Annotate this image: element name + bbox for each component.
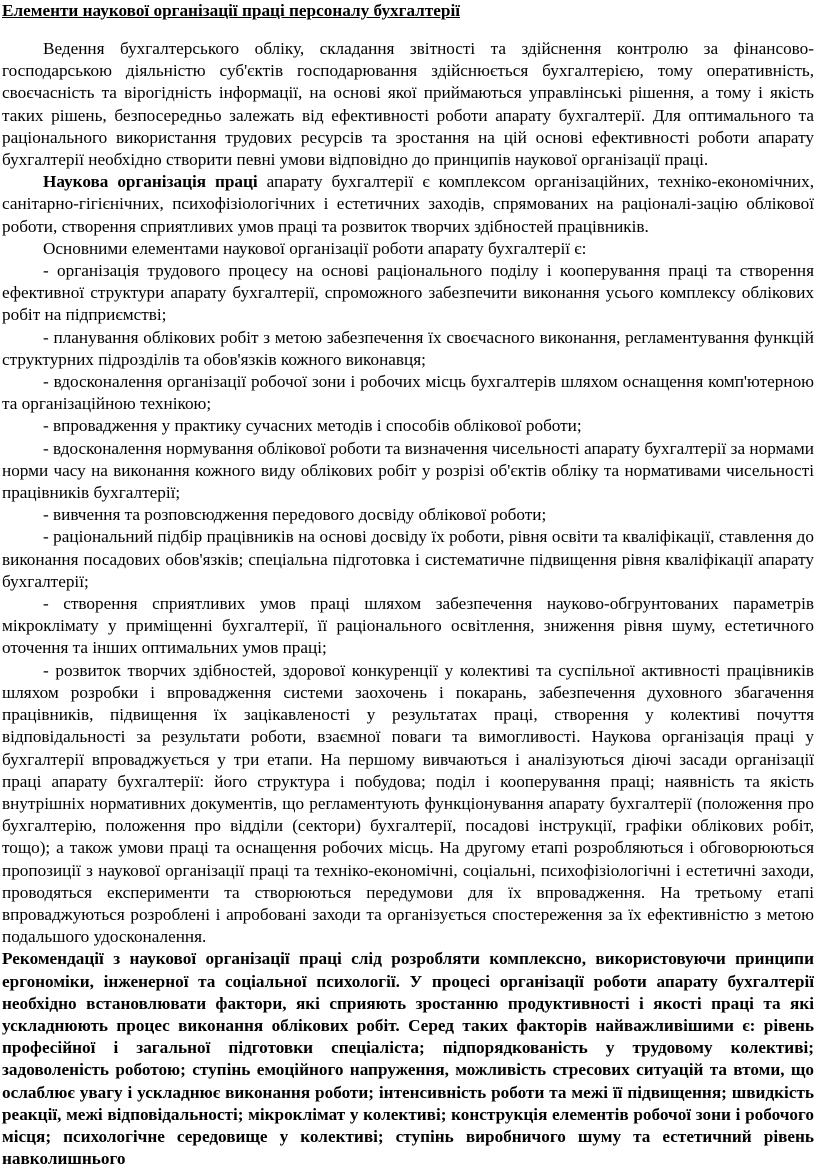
intro-paragraph: Ведення бухгалтерського обліку, складання звітності та здійснення контролю за фінансово-господарською діяльністю суб'єктів господарювання здійснюється бухгалтерією, тому оперативність, своєчасність та вірогідність інформації, на основі якої приймаються управлінські рішення, а тому і якість таких рішень, безпосередньо залежать від ефективності роботи апарату бухгалтерії. Для оптимального та раціонального використання трудових ресурсів та зростання на цій основі ефективності роботи апарату бухгалтерії необхідно створити певні умови відповідно до принципів наукової організації праці. xyxy=(2,39,814,170)
definition-text: апарату бухгалтерії є комплексом організаційних, техніко-економічних, санітарно-гігієнічних, психофізіологічних і естетичних заходів, спрямованих на раціоналі-зацію облікової роботи, створення сприятливих умов праці та розвиток творчих здібностей працівників. xyxy=(2,172,815,236)
list-item: - розвиток творчих здібностей, здорової конкуренції у колективі та суспільної активності працівників шляхом розробки і впровадження системи заохочень і покарань, забезпечення духовного збагачення працівників, підвищення їх зацікавленості у результатах праці, створення у колективі почуття відповідальності за результати роботи, взаємної поваги та вимогливості. Наукова організація праці у бухгалтерії впроваджується у три етапи. На першому вивчаються і аналізуються діючі засади організації праці апарату бухгалтерії: його структура і побудова; поділ і кооперування праці; наявність та якість внутрішніх нормативних документів, що регламентують функціонування апарату бухгалтерії (положення про бухгалтерію, положення про відділи (сектори) бухгалтерії, посадові інструкції, графіки облікових робіт, тощо); а також умови праці та оснащення робочих місць. На другому етапі розробляються і обговорюються пропозиції з наукової організації праці та техніко-економічні, соціальні, психофізіологічні і естетичні заходи, проводяться експерименти та створюються передумови для їх впровадження. На третьому етапі впроваджуються розроблені і апробовані заходи та організується спостереження за їх ефективністю з метою подальшого удосконалення. xyxy=(2,660,814,947)
list-item: - вдосконалення організації робочої зони і робочих місць бухгалтерів шляхом оснащення комп'ютерною та організаційною технікою; xyxy=(2,372,814,414)
list-item: - вивчення та розповсюдження передового досвіду облікової роботи; xyxy=(43,505,547,525)
list-item: - вдосконалення нормування облікової роботи та визначення чисельності апарату бухгалтерії за нормами норми часу на виконання кожного виду облікових робіт у розрізі об'єктів обліку та нормативами чисельності працівників бухгалтерії; xyxy=(2,438,814,503)
list-item: - раціональний підбір працівників на основі досвіду їх роботи, рівня освіти та кваліфікації, ставлення до виконання посадових обов'язків; спеціальна підготовка і систематичне підвищення рівня кваліфікації апарату бухгалтерії; xyxy=(2,527,814,591)
elements-intro: Основними елементами наукової організації роботи апарату бухгалтерії є: xyxy=(43,238,587,258)
list-item: - планування облікових робіт з метою забезпечення їх своєчасного виконання, регламентування функцій структурних підрозділів та обов'язків кожного виконавця; xyxy=(2,327,814,369)
definition-term: Наукова організація праці xyxy=(43,172,258,192)
list-item: - організація трудового процесу на основі раціонального поділу і кооперування праці та створення ефективної структури апарату бухгалтерії, спроможного забезпечити виконання усього комплексу облікових робіт на підприємстві; xyxy=(2,261,814,325)
definition-paragraph xyxy=(2,171,814,238)
list-item: - створення сприятливих умов праці шляхом забезпечення науково-обгрунтованих параметрів мікроклімату у приміщенні бухгалтерії, її раціонального освітлення, зниження рівня шуму, естетичного оточення та інших оптимальних умов праці; xyxy=(2,594,814,658)
document-title: Елементи наукової організації праці персоналу бухгалтерії xyxy=(2,1,461,20)
title-spacer xyxy=(2,22,814,38)
recommendations-paragraph: Рекомендації з наукової організації праці слід розробляти комплексно, використовуючи принципи ергономіки, інженерної та соціальної психології. У процесі організації роботи апарату бухгалтерії необхідно встановлювати фактори, які сприяють зростанню продуктивності і якості праці та які ускладнюють процес виконання облікових робіт. Серед таких факторів найважливішими є: рівень професійної і загальної підготовки спеціаліста; підпорядкованість у трудовому колективі; задоволеність роботою; ступінь емоційного напруження, можливість стресових ситуацій та втоми, що ослаблює увагу і ускладнює виконання роботи; інтенсивність роботи та межі її підвищення; швидкість реакції, межі відповідальності; мікроклімат у колективі; конструкція елементів робочої зони і робочого місця; психологічне середовище у колективі; ступінь виробничого шуму та естетичний рівень навколишнього xyxy=(2,949,814,1169)
list-item: - впровадження у практику сучасних методів і способів облікової роботи; xyxy=(43,416,582,436)
